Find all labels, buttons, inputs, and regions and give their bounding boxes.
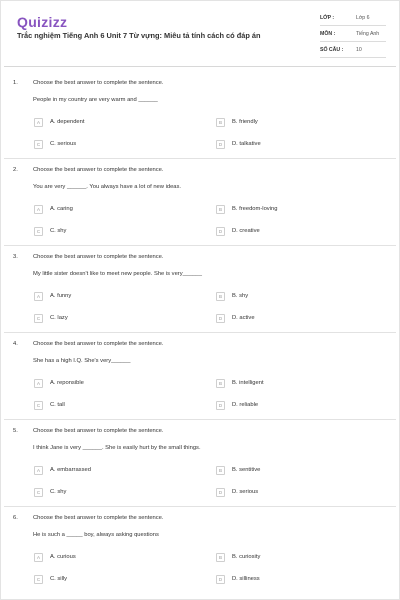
- option-letter-box: D: [216, 488, 225, 497]
- question-4: [0, 341, 400, 423]
- question-instruction: Choose the best answer to complete the sentence.: [33, 515, 164, 521]
- option-letter-box: C: [34, 488, 43, 497]
- meta-label: LỚP :: [320, 15, 335, 21]
- option-text: B. freedom-loving: [232, 206, 278, 212]
- option-text: B. shy: [232, 293, 249, 299]
- question-number: 2.: [13, 167, 18, 173]
- option-letter-box: B: [216, 118, 225, 127]
- option-letter-box: B: [216, 466, 225, 475]
- option-letter-box: A: [34, 292, 43, 301]
- question-number: 4.: [13, 341, 18, 347]
- option-c[interactable]: [34, 401, 184, 410]
- question-6: [0, 515, 400, 597]
- question-3: [0, 254, 400, 336]
- question-instruction: Choose the best answer to complete the sentence.: [33, 167, 164, 173]
- option-letter-box: C: [34, 227, 43, 236]
- meta-value: 10: [356, 47, 362, 53]
- option-d[interactable]: [216, 575, 366, 584]
- question-1: [0, 80, 400, 162]
- meta-row-subject: [320, 28, 386, 42]
- option-d[interactable]: [216, 488, 366, 497]
- option-text: C. shy: [50, 489, 67, 495]
- option-letter-box: C: [34, 140, 43, 149]
- option-b[interactable]: [216, 466, 366, 475]
- question-instruction: Choose the best answer to complete the sentence.: [33, 428, 164, 434]
- option-c[interactable]: [34, 314, 184, 323]
- option-letter-box: D: [216, 140, 225, 149]
- question-instruction: Choose the best answer to complete the sentence.: [33, 341, 164, 347]
- question-number: 5.: [13, 428, 18, 434]
- question-sentence: She has a high I.Q. She's very______: [33, 358, 131, 364]
- option-a[interactable]: [34, 379, 184, 388]
- option-b[interactable]: [216, 379, 366, 388]
- question-divider: [4, 245, 396, 246]
- option-d[interactable]: [216, 314, 366, 323]
- option-a[interactable]: [34, 553, 184, 562]
- question-instruction: Choose the best answer to complete the sentence.: [33, 80, 164, 86]
- option-text: C. silly: [50, 576, 68, 582]
- meta-value: Tiếng Anh: [356, 31, 380, 37]
- meta-row-count: [320, 44, 386, 58]
- option-letter-box: A: [34, 118, 43, 127]
- option-b[interactable]: [216, 553, 366, 562]
- question-divider: [4, 332, 396, 333]
- option-d[interactable]: [216, 227, 366, 236]
- option-text: A. embarrassed: [50, 467, 91, 473]
- option-letter-box: C: [34, 575, 43, 584]
- option-text: D. reliable: [232, 402, 259, 408]
- option-text: B. intelligent: [232, 380, 264, 386]
- question-instruction: Choose the best answer to complete the sentence.: [33, 254, 164, 260]
- option-text: B. sentitive: [232, 467, 261, 473]
- header-divider: [4, 66, 396, 67]
- option-letter-box: D: [216, 401, 225, 410]
- question-divider: [4, 158, 396, 159]
- option-a[interactable]: [34, 205, 184, 214]
- option-text: A. caring: [50, 206, 73, 212]
- option-text: D. active: [232, 315, 255, 321]
- option-text: C. serious: [50, 141, 77, 147]
- option-text: D. creative: [232, 228, 260, 234]
- meta-label: SỐ CÂU :: [320, 47, 344, 53]
- worksheet-title: Trắc nghiệm Tiếng Anh 6 Unit 7 Từ vựng: Miêu tả tính cách có đáp án: [17, 31, 261, 40]
- question-divider: [4, 419, 396, 420]
- option-letter-box: C: [34, 401, 43, 410]
- option-text: D. silliness: [232, 576, 260, 582]
- option-text: A. funny: [50, 293, 72, 299]
- option-letter-box: A: [34, 553, 43, 562]
- option-d[interactable]: [216, 401, 366, 410]
- question-number: 1.: [13, 80, 18, 86]
- option-text: C. shy: [50, 228, 67, 234]
- option-c[interactable]: [34, 140, 184, 149]
- question-sentence: I think Jane is very ______. She is easily hurt by the small things.: [33, 445, 201, 451]
- option-b[interactable]: [216, 118, 366, 127]
- option-letter-box: C: [34, 314, 43, 323]
- question-number: 6.: [13, 515, 18, 521]
- option-c[interactable]: [34, 227, 184, 236]
- question-sentence: People in my country are very warm and ______: [33, 97, 158, 103]
- option-text: B. curiosity: [232, 554, 261, 560]
- question-sentence: You are very ______. You always have a lot of new ideas.: [33, 184, 182, 190]
- meta-label: MÔN :: [320, 31, 336, 37]
- option-letter-box: B: [216, 379, 225, 388]
- option-a[interactable]: [34, 118, 184, 127]
- option-text: D. talkative: [232, 141, 261, 147]
- option-text: A. dependent: [50, 119, 85, 125]
- option-b[interactable]: [216, 292, 366, 301]
- option-a[interactable]: [34, 292, 184, 301]
- option-letter-box: B: [216, 205, 225, 214]
- question-2: [0, 167, 400, 249]
- option-c[interactable]: [34, 488, 184, 497]
- option-c[interactable]: [34, 575, 184, 584]
- option-letter-box: A: [34, 205, 43, 214]
- question-sentence: My little sister doesn't like to meet new people. She is very______: [33, 271, 202, 277]
- option-text: D. serious: [232, 489, 259, 495]
- option-d[interactable]: [216, 140, 366, 149]
- meta-row-class: [320, 12, 386, 26]
- option-letter-box: D: [216, 575, 225, 584]
- option-text: A. reponsible: [50, 380, 84, 386]
- option-b[interactable]: [216, 205, 366, 214]
- meta-value: Lớp 6: [356, 15, 370, 21]
- option-text: C. lazy: [50, 315, 68, 321]
- question-sentence: He is such a _____ boy, always asking questions: [33, 532, 159, 538]
- quizizz-logo: Quizizz: [17, 14, 68, 30]
- option-a[interactable]: [34, 466, 184, 475]
- question-5: [0, 428, 400, 510]
- option-letter-box: B: [216, 292, 225, 301]
- option-letter-box: D: [216, 227, 225, 236]
- option-letter-box: D: [216, 314, 225, 323]
- option-text: A. curious: [50, 554, 76, 560]
- question-divider: [4, 506, 396, 507]
- question-number: 3.: [13, 254, 18, 260]
- option-letter-box: A: [34, 379, 43, 388]
- option-letter-box: B: [216, 553, 225, 562]
- option-letter-box: A: [34, 466, 43, 475]
- option-text: B. friendly: [232, 119, 258, 125]
- option-text: C. tall: [50, 402, 65, 408]
